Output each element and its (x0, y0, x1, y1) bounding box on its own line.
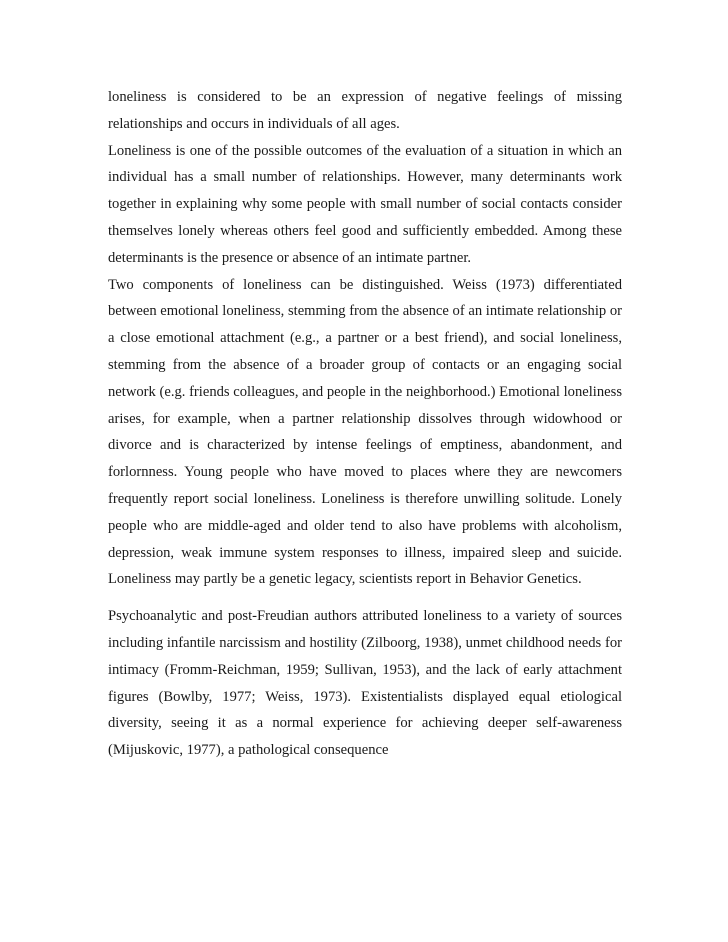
paragraph-3: Two components of loneliness can be distinguished. Weiss (1973) differentiated between emotional loneliness, stemming from the absence of an intimate relationship or a close emotional attachment (e.g., a partner or a best friend), and social loneliness, stemming from the absence of a broader group of contacts or an engaging social network (e.g. friends colleagues, and people in the neighborhood.) Emotional loneliness arises, for example, when a partner relationship dissolves through widowhood or divorce and is characterized by intense feelings of emptiness, abandonment, and forlornness. Young people who have moved to places where they are newcomers frequently report social loneliness. Loneliness is therefore unwilling solitude. Lonely people who are middle-aged and older tend to also have problems with alcoholism, depression, weak immune system responses to illness, impaired sleep and suicide. Loneliness may partly be a genetic legacy, scientists report in Behavior Genetics. (108, 276, 622, 588)
paragraph-spacer (108, 593, 622, 603)
paragraph-2: Loneliness is one of the possible outcomes of the evaluation of a situation in which an individual has a small number of relationships. However, many determinants work together in explaining why some people with small number of social contacts consider themselves lonely whereas others feel good and sufficiently embedded. Among these determinants is the presence or absence of an intimate partner. (108, 142, 622, 266)
paragraph-1: loneliness is considered to be an expression of negative feelings of missing relationships and occurs in individuals of all ages. (108, 89, 622, 132)
paragraph-4: Psychoanalytic and post-Freudian authors attributed loneliness to a variety of sources including infantile narcissism and hostility (Zilboorg, 1938), unmet childhood needs for intimacy (Fromm-Reichman, 1959; Sullivan, 1953), and the lack of early attachment figures (Bowlby, 1977; Weiss, 1973). Existentialists displayed equal etiological diversity, seeing it as a normal experience for achieving deeper self-awareness (Mijuskovic, 1977), a pathological consequence (108, 608, 622, 759)
document-page (108, 84, 622, 764)
